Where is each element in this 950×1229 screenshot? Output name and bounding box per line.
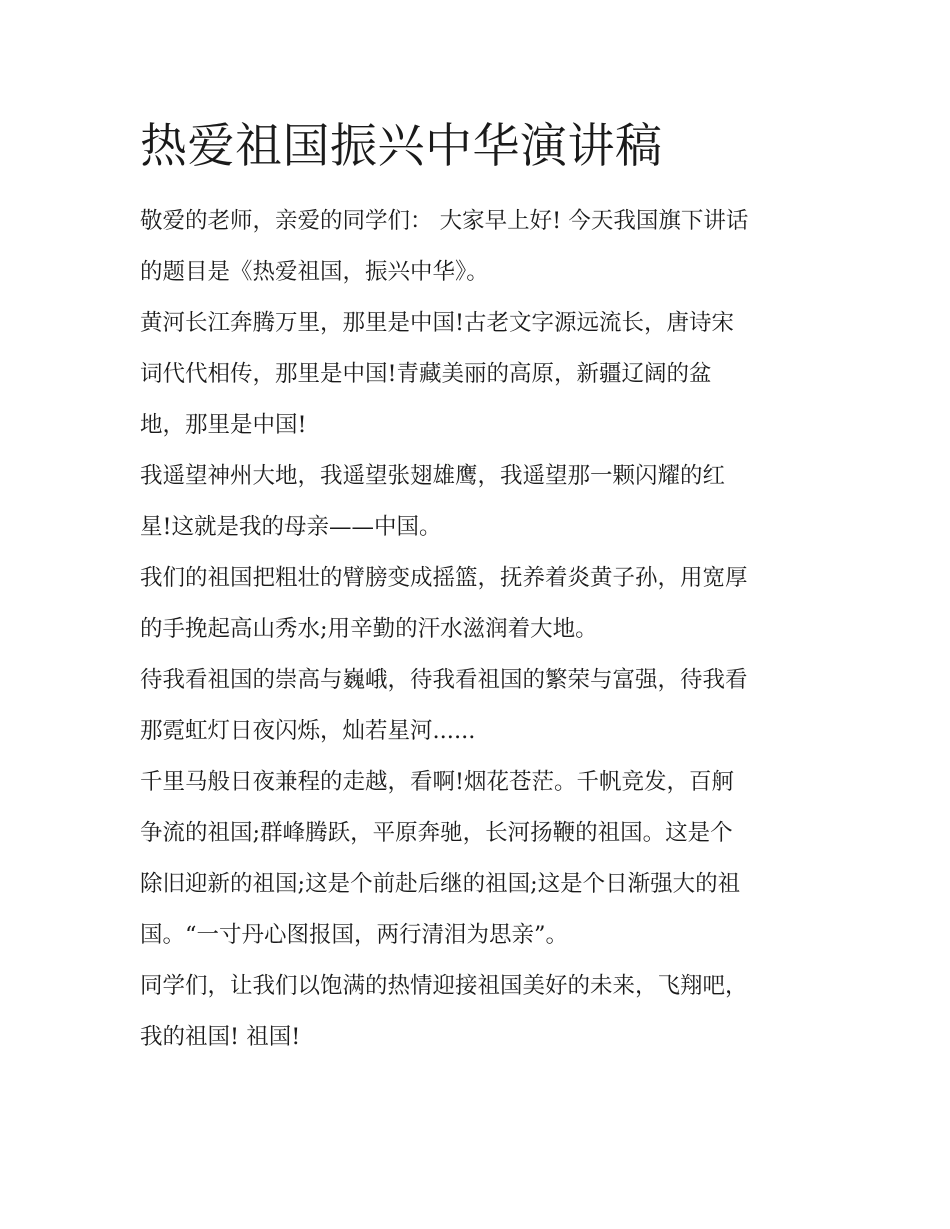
- text-line: 敬爱的老师，亲爱的同学们： 大家早上好! 今天我国旗下讲话: [140, 208, 749, 234]
- text-line: 的手挽起高山秀水;用辛勤的汗水滋润着大地。: [140, 616, 598, 642]
- paragraph-greeting: [140, 196, 812, 298]
- paragraph-prosperity: [140, 655, 812, 757]
- paragraph-motherland: [140, 757, 812, 961]
- text-line: 我们的祖国把粗壮的臂膀变成摇篮，抚养着炎黄子孙，用宽厚: [140, 565, 748, 591]
- text-line: 我的祖国! 祖国!: [140, 1024, 301, 1050]
- paragraph-rivers: [140, 298, 812, 451]
- text-line: 同学们，让我们以饱满的热情迎接祖国美好的未来，飞翔吧，: [140, 973, 748, 999]
- paragraph-gaze: [140, 451, 812, 553]
- text-line: 争流的祖国;群峰腾跃，平原奔驰，长河扬鞭的祖国。这是个: [140, 820, 733, 846]
- document-page: [140, 112, 812, 1063]
- text-line: 除旧迎新的祖国;这是个前赴后继的祖国;这是个日渐强大的祖: [140, 871, 741, 897]
- paragraph-cradle: [140, 553, 812, 655]
- text-line: 待我看祖国的崇高与巍峨，待我看祖国的繁荣与富强，待我看: [140, 667, 748, 693]
- document-title: 热爱祖国振兴中华演讲稿: [140, 119, 663, 174]
- text-line: 词代代相传，那里是中国!青藏美丽的高原，新疆辽阔的盆: [140, 361, 712, 387]
- text-line: 黄河长江奔腾万里，那里是中国!古老文字源远流长，唐诗宋: [140, 310, 735, 336]
- text-line: 国。“一寸丹心图报国，两行清泪为思亲”。: [140, 922, 569, 948]
- text-line: 我遥望神州大地，我遥望张翅雄鹰，我遥望那一颗闪耀的红: [140, 463, 726, 489]
- text-line: 的题目是《热爱祖国，振兴中华》。: [140, 259, 489, 285]
- text-line: 星!这就是我的母亲——中国。: [140, 514, 442, 540]
- paragraph-closing: [140, 961, 812, 1063]
- text-line: 千里马般日夜兼程的走越，看啊!烟花苍茫。千帆竞发，百舸: [140, 769, 735, 795]
- text-line: 地，那里是中国!: [140, 412, 307, 438]
- text-line: 那霓虹灯日夜闪烁，灿若星河......: [140, 718, 476, 744]
